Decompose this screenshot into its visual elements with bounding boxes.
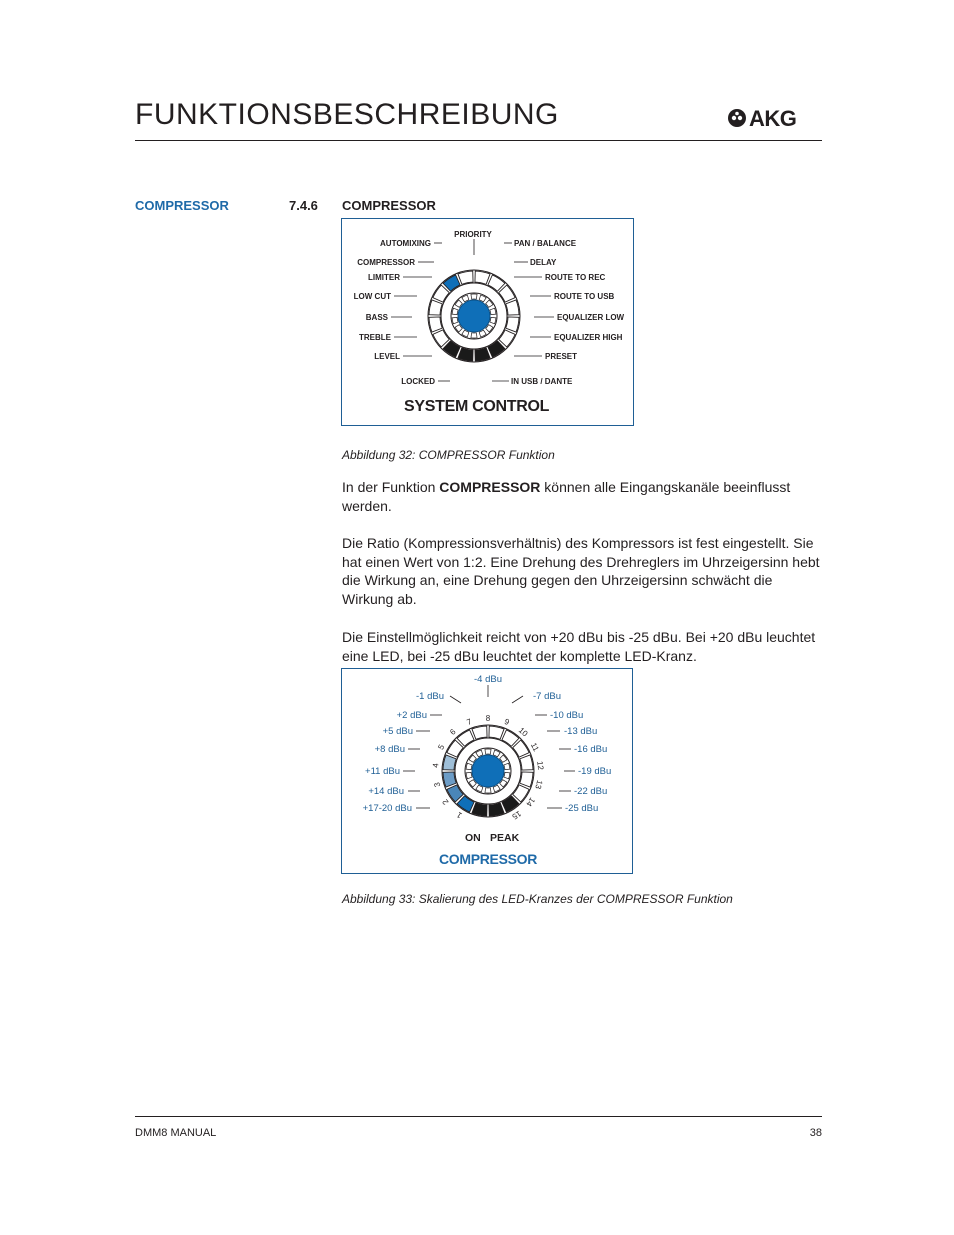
paragraph-intro-text: In der Funktion bbox=[342, 479, 440, 495]
compressor-knob-tooth bbox=[485, 788, 491, 793]
compressor-led-11 bbox=[520, 755, 533, 770]
system-control-led-3 bbox=[429, 317, 442, 332]
label-locked: LOCKED bbox=[401, 377, 435, 386]
system-control-knob-tooth bbox=[452, 308, 458, 314]
label-priority: PRIORITY bbox=[454, 230, 492, 239]
system-control-led-12 bbox=[506, 317, 519, 332]
system-control-led-8 bbox=[475, 271, 490, 284]
led-number: 12 bbox=[535, 760, 546, 771]
paragraph-intro-bold: COMPRESSOR bbox=[439, 479, 541, 495]
led-number: 15 bbox=[510, 808, 523, 822]
paragraph-intro-rest: können alle Eingangskanäle beeinflusst werden. bbox=[342, 479, 791, 514]
header-rule bbox=[135, 140, 822, 141]
compressor-led-8 bbox=[489, 726, 504, 739]
led-number: 2 bbox=[440, 797, 451, 807]
label-route-to-usb: ROUTE TO USB bbox=[554, 292, 615, 301]
scale-left-5: +11 dBu bbox=[365, 766, 400, 777]
akg-logo-icon bbox=[727, 106, 823, 130]
compressor-knob-tooth bbox=[466, 772, 472, 778]
panel-title-compressor: COMPRESSOR bbox=[438, 851, 538, 867]
scale-right-2: -10 dBu bbox=[550, 710, 584, 721]
scale-left-1: -1 dBu bbox=[416, 691, 444, 702]
peak-label: PEAK bbox=[490, 832, 520, 844]
section-title: COMPRESSOR bbox=[342, 198, 436, 213]
compressor-led-12 bbox=[520, 772, 533, 787]
paragraph-ratio: Die Ratio (Kompressionsverhältnis) des Kompressors ist fest eingestellt. Sie hat einen Wert von 1:2. Eine Drehung des Drehreglers im Uhrzeigersinn hebt die Wirkung an, eine Drehung gegen den Uhrzeigersinn schwächt die Wirkung ab. bbox=[342, 535, 820, 608]
label-automixing: AUTOMIXING bbox=[380, 239, 431, 248]
system-control-led-7 bbox=[458, 271, 473, 284]
label-compressor: COMPRESSOR bbox=[357, 258, 415, 267]
led-number: 5 bbox=[436, 743, 447, 752]
label-equalizer-low: EQUALIZER LOW bbox=[557, 313, 625, 322]
label-treble: TREBLE bbox=[359, 333, 391, 342]
system-control-led-0 bbox=[458, 348, 473, 361]
system-control-knob-tooth bbox=[471, 333, 477, 338]
scale-right-6: -22 dBu bbox=[574, 786, 608, 797]
system-control-knob-tooth bbox=[490, 317, 496, 323]
side-section-label: COMPRESSOR bbox=[135, 198, 229, 213]
scale-right-5: -19 dBu bbox=[578, 766, 612, 777]
paragraph-intro bbox=[342, 478, 822, 515]
section-number: 7.4.6 bbox=[289, 198, 318, 213]
label-delay: DELAY bbox=[530, 258, 557, 267]
scale-left-3: +5 dBu bbox=[382, 726, 413, 737]
led-number: 11 bbox=[528, 741, 541, 753]
label-pan-balance: PAN / BALANCE bbox=[514, 239, 577, 248]
page-number: 38 bbox=[809, 1127, 822, 1139]
system-control-led-15 bbox=[475, 348, 490, 361]
system-control-knob-tooth bbox=[452, 317, 458, 323]
compressor-knob-tooth bbox=[485, 749, 491, 754]
system-control-led-11 bbox=[506, 300, 519, 315]
compressor-led-0 bbox=[472, 803, 487, 816]
led-number: 1 bbox=[455, 809, 464, 820]
label-in-usb-dante: IN USB / DANTE bbox=[511, 377, 573, 386]
rotary-knob[interactable] bbox=[458, 300, 490, 332]
compressor-led-15 bbox=[489, 803, 504, 816]
page-title: FUNKTIONSBESCHREIBUNG bbox=[135, 98, 559, 131]
led-number: 4 bbox=[431, 762, 441, 769]
led-number: 3 bbox=[432, 781, 443, 788]
led-number: 13 bbox=[533, 779, 545, 791]
label-limiter: LIMITER bbox=[368, 273, 400, 282]
scale-left-6: +14 dBu bbox=[368, 786, 404, 797]
label-preset: PRESET bbox=[545, 352, 578, 361]
led-number: 14 bbox=[524, 795, 537, 809]
led-number: 6 bbox=[448, 727, 458, 737]
figure-compressor-scale bbox=[341, 668, 633, 874]
scale-right-1: -7 dBu bbox=[533, 691, 561, 702]
compressor-led-4 bbox=[443, 755, 456, 770]
compressor-knob-tooth bbox=[504, 763, 510, 769]
led-number: 9 bbox=[503, 716, 511, 727]
label-bass: BASS bbox=[365, 313, 388, 322]
on-label: ON bbox=[465, 832, 481, 844]
scale-left-7: +17-20 dBu bbox=[362, 803, 412, 814]
compressor-knob[interactable] bbox=[472, 755, 504, 787]
led-number: 8 bbox=[485, 714, 491, 723]
label-low-cut: LOW CUT bbox=[353, 292, 391, 301]
akg-logo bbox=[727, 106, 823, 130]
footer-manual-name: DMM8 MANUAL bbox=[135, 1127, 217, 1139]
label-route-to-rec: ROUTE TO REC bbox=[545, 273, 606, 282]
system-control-led-4 bbox=[429, 300, 442, 315]
scale-left-2: +2 dBu bbox=[396, 710, 427, 721]
panel-title-system-control: SYSTEM CONTROL bbox=[404, 398, 550, 415]
led-number: 10 bbox=[516, 725, 530, 739]
led-number: 7 bbox=[465, 716, 473, 727]
compressor-led-7 bbox=[472, 726, 487, 739]
label-level: LEVEL bbox=[374, 352, 400, 361]
system-control-knob-tooth bbox=[490, 308, 496, 314]
compressor-knob-tooth bbox=[466, 763, 472, 769]
figure-system-control bbox=[341, 218, 634, 426]
scale-right-3: -13 dBu bbox=[564, 726, 598, 737]
label-equalizer-high: EQUALIZER HIGH bbox=[554, 333, 623, 342]
compressor-led-3 bbox=[443, 772, 456, 787]
scale-right-4: -16 dBu bbox=[574, 744, 608, 755]
footer-rule bbox=[135, 1116, 822, 1117]
compressor-knob-tooth bbox=[504, 772, 510, 778]
scale-top-label: -4 dBu bbox=[474, 674, 502, 685]
scale-left-4: +8 dBu bbox=[374, 744, 405, 755]
paragraph-range: Die Einstellmöglichkeit reicht von +20 dBu bis -25 dBu. Bei +20 dBu leuchtet eine LED, bei -25 dBu leuchtet der komplette LED-Kranz. bbox=[342, 629, 816, 664]
figure-caption-32: Abbildung 32: COMPRESSOR Funktion bbox=[342, 448, 555, 462]
system-control-knob-tooth bbox=[471, 294, 477, 299]
figure-caption-33: Abbildung 33: Skalierung des LED-Kranzes der COMPRESSOR Funktion bbox=[342, 892, 733, 906]
scale-right-7: -25 dBu bbox=[565, 803, 599, 814]
logo-text: AKG bbox=[749, 106, 797, 130]
